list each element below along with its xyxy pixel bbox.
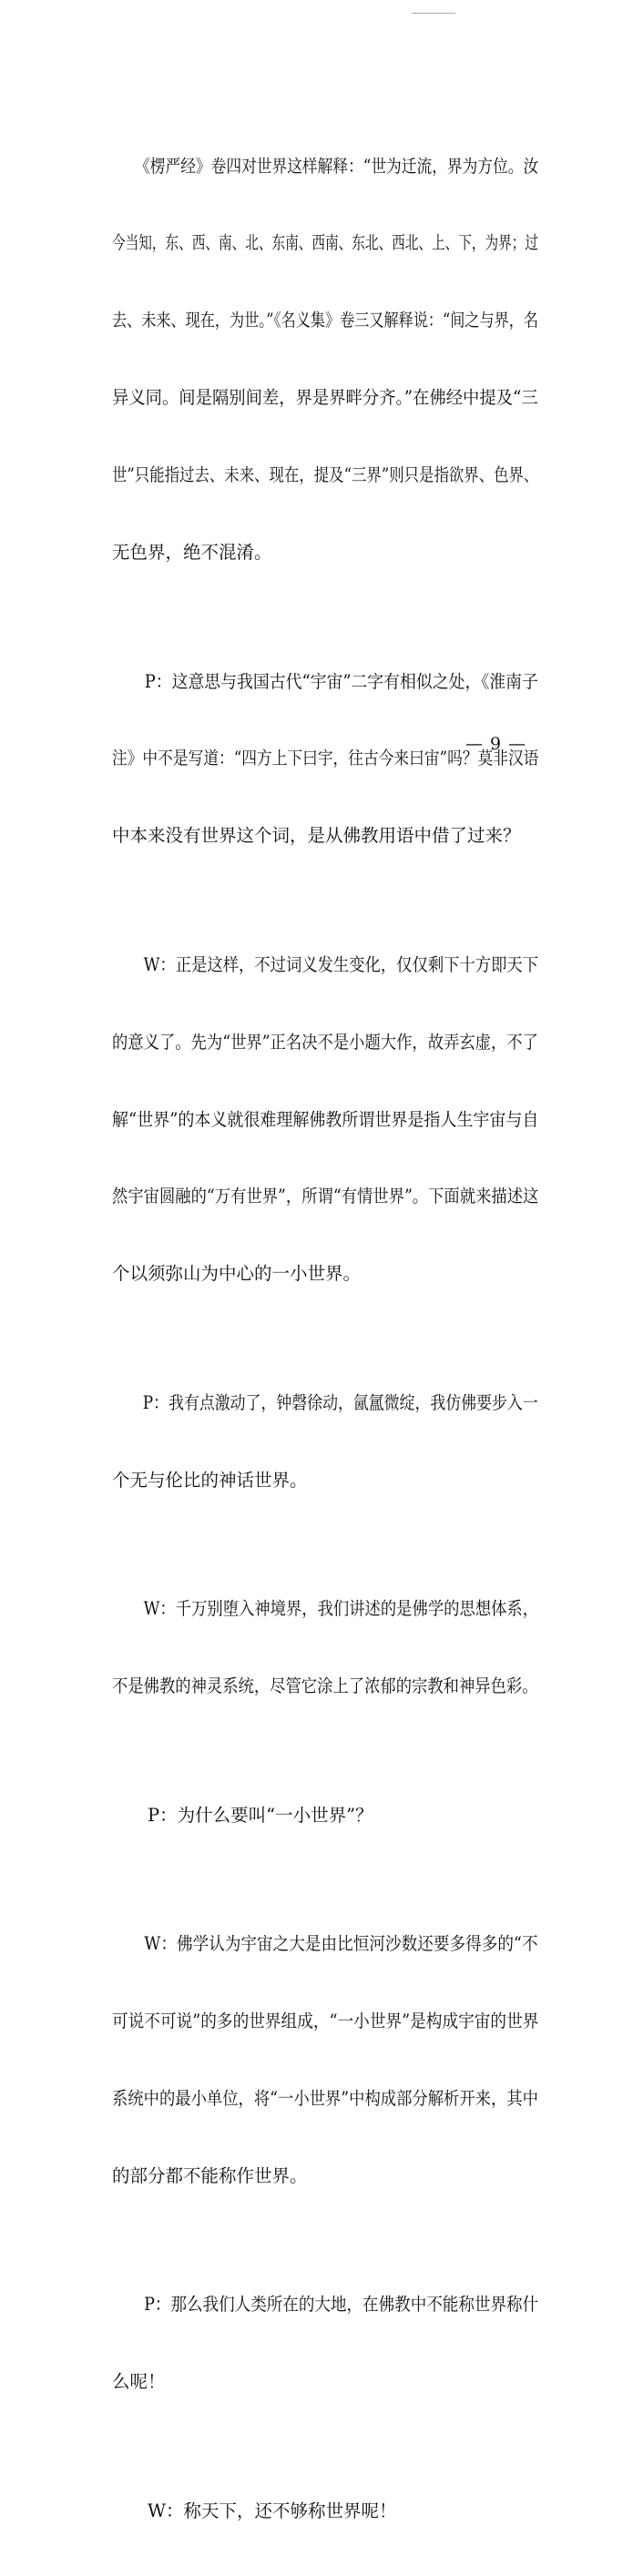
- text-line: 无色界，绝不混淆。: [112, 542, 272, 564]
- text-line: W：佛学认为宇宙之大是由比恒河沙数还要多得多的“不: [112, 1933, 538, 1955]
- text-line: 系统中的最小单位，将“一小世界”中构成部分解析开来，其中: [112, 2087, 538, 2109]
- text-line: 的意义了。先为“世界”正名决不是小题大作，故弄玄虚，不了: [112, 1031, 538, 1053]
- paragraph: [112, 617, 538, 901]
- text-line: 个无与伦比的神话世界。: [112, 1469, 308, 1491]
- text-line: 的部分都不能称作世界。: [112, 2164, 308, 2186]
- text-line: P：这意思与我国古代“宇宙”二字有相似之处，《淮南子: [112, 670, 538, 692]
- text-line: 异义同。间是隔别间差，界是界畔分齐。”在佛经中提及“三: [112, 387, 538, 409]
- text-line: 今当知，东、西、南、北、东南、西南、东北、西北、上、下，为界；过: [112, 232, 539, 254]
- paragraph: [112, 2447, 538, 2575]
- text-line: 注》中不是写道：“四方上下曰宇，往古今来曰宙”吗？莫非汉语: [112, 748, 539, 769]
- text-line: 不是佛教的神灵系统，尽管它涂上了浓郁的宗教和神异色彩。: [112, 1675, 538, 1697]
- text-line: W：正是这样，不过词义发生变化，仅仅剩下十方即天下: [112, 953, 539, 975]
- text-line: W：千万别堕入神境界，我们讲述的是佛学的思想体系，: [112, 1598, 539, 1620]
- paragraph: [112, 2241, 538, 2447]
- text-line: 世”只能指过去、未来、现在，提及“三界”则只是指欲界、色界、: [112, 464, 539, 486]
- paragraph: [112, 901, 538, 1339]
- text-line: 中本来没有世界这个词，是从佛教用语中借了过来？: [112, 825, 521, 847]
- text-line: 去、未来、现在，为世。”《名义集》卷三又解释说：“间之与界，名: [112, 310, 538, 331]
- text-line: P：那么我们人类所在的大地，在佛教中不能称世界称什: [112, 2294, 539, 2316]
- text-line: P：我有点激动了，钟磬徐动，氤氲微绽，我仿佛要步入一: [112, 1391, 538, 1413]
- paragraph: [112, 1879, 538, 2240]
- text-line: W：称天下，还不够称世界呢！: [112, 2500, 397, 2521]
- body-text: [112, 102, 538, 2576]
- paragraph: [112, 102, 538, 617]
- text-line: 可说不可说”的多的世界组成，“一小世界”是构成宇宙的世界: [112, 2010, 539, 2031]
- paragraph: [112, 1545, 538, 1751]
- text-line: 么呢！: [112, 2371, 166, 2393]
- paragraph: [112, 1339, 538, 1544]
- scan-artifact-line: [412, 13, 455, 14]
- text-line: 个以须弥山为中心的一小世界。: [112, 1263, 362, 1285]
- page-number: — 9 —: [465, 734, 527, 754]
- paragraph: [112, 1751, 538, 1879]
- text-line: 《楞严经》卷四对世界这样解释：“世为迁流，界为方位。汝: [112, 155, 539, 177]
- text-line: P：为什么要叫“一小世界”？: [112, 1804, 373, 1826]
- text-line: 然宇宙圆融的“万有世界”，所谓“有情世界”。下面就来描述这: [112, 1186, 539, 1207]
- text-line: 解“世界”的本义就很难理解佛教所谓世界是指人生宇宙与自: [112, 1108, 539, 1130]
